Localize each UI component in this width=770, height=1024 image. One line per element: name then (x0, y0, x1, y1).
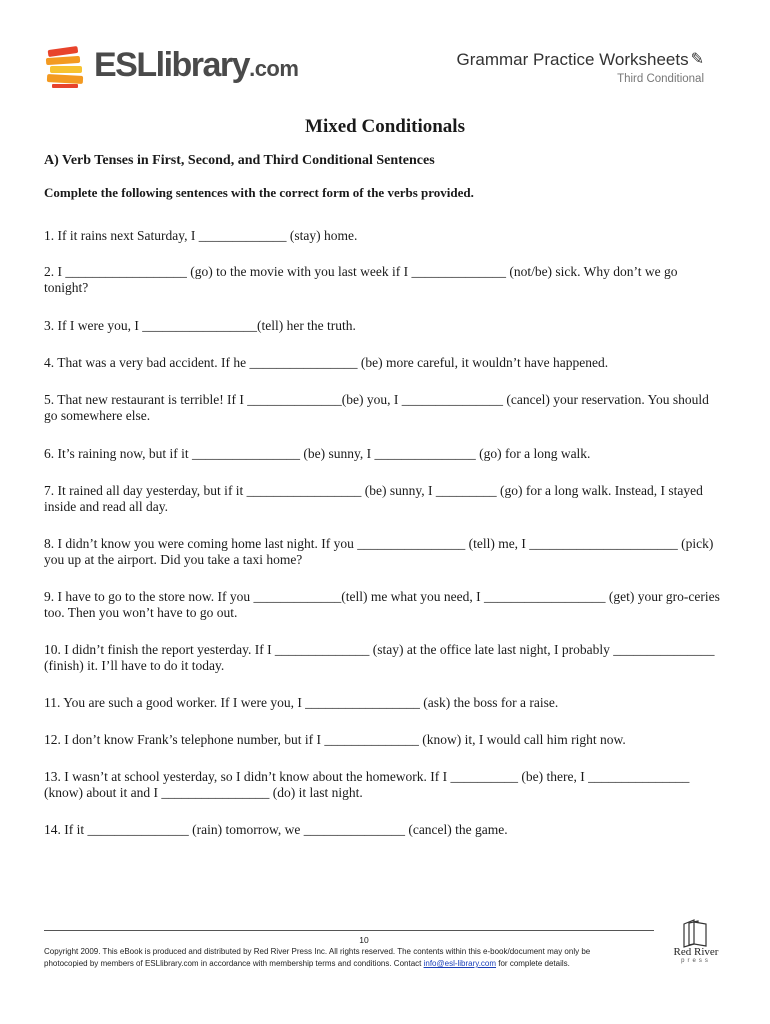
question-item: 7. It rained all day yesterday, but if it _________________ (be) sunny, I _________ (go) for a long walk. Instead, I stayed inside and read all day. (44, 483, 703, 514)
page-number: 10 (359, 935, 369, 945)
book-stack-icon (44, 44, 90, 90)
question-item: 4. That was a very bad accident. If he ________________ (be) more careful, it wouldn’t have happened. (44, 355, 609, 370)
question-item: 3. If I were you, I _________________(tell) her the truth. (44, 318, 356, 333)
question-item: 14. If it _______________ (rain) tomorrow, we _______________ (cancel) the game. (44, 822, 508, 837)
copyright-line-2 (44, 958, 664, 970)
publisher-name: Red River (673, 946, 719, 958)
worksheet-title: Mixed Conditionals (305, 116, 465, 137)
question-item: 9. I have to go to the store now. If you _____________(tell) me what you need, I __________________ (get) your gro-ceries too. Then you won’t have to go out. (44, 589, 720, 620)
open-book-icon (680, 918, 712, 948)
question-item: 10. I didn’t finish the report yesterday. If I ______________ (stay) at the office late last night, I probably _______________ (finish) it. I’ll have to do it today. (44, 642, 715, 673)
contact-email-link[interactable]: info@esl-library.com (423, 959, 497, 968)
copyright-notice (44, 946, 664, 970)
series-subtitle: Third Conditional (617, 73, 704, 85)
series-title-row (457, 50, 704, 70)
pencil-icon: ✎ (690, 51, 704, 68)
red-river-press-logo (666, 918, 726, 976)
question-item: 13. I wasn’t at school yesterday, so I didn’t know about the homework. If I __________ (be) there, I _______________ (know) about it and I ________________ (do) it last night. (44, 769, 690, 800)
section-heading: A) Verb Tenses in First, Second, and Third Conditional Sentences (44, 153, 435, 168)
copyright-line-2-prefix: photocopied by members of ESLlibrary.com in accordance with membership terms and conditions. Contact (44, 959, 424, 968)
logo-main-text: ESLlibrary (94, 46, 250, 84)
question-item: 1. If it rains next Saturday, I _____________ (stay) home. (44, 228, 358, 243)
logo-suffix-text: .com (249, 56, 299, 81)
logo-wordmark (94, 46, 298, 85)
question-item: 2. I __________________ (go) to the movie with you last week if I ______________ (not/be) sick. Why don’t we go tonight? (44, 264, 678, 295)
copyright-line-2-suffix: for complete details. (496, 959, 570, 968)
series-title: Grammar Practice Worksheets (456, 50, 689, 69)
footer-divider (44, 930, 654, 931)
question-item: 8. I didn’t know you were coming home last night. If you ________________ (tell) me, I ______________________ (pick) you up at the airport. Did you take a taxi home? (44, 536, 714, 567)
question-item: 5. That new restaurant is terrible! If I ______________(be) you, I _______________ (cancel) your reservation. You should go somewhere else. (44, 392, 709, 423)
publisher-subtitle: press (681, 958, 711, 964)
question-item: 12. I don’t know Frank’s telephone number, but if I ______________ (know) it, I would call him right now. (44, 732, 626, 747)
copyright-line-1: Copyright 2009. This eBook is produced and distributed by Red River Press Inc. All rights reserved. The contents within this e-book/document may only be (44, 947, 591, 956)
question-item: 6. It’s raining now, but if it ________________ (be) sunny, I _______________ (go) for a long walk. (44, 446, 591, 461)
series-header (457, 50, 704, 85)
instructions: Complete the following sentences with the correct form of the verbs provided. (44, 185, 474, 200)
question-item: 11. You are such a good worker. If I were you, I _________________ (ask) the boss for a raise. (44, 695, 559, 710)
esl-library-logo (44, 44, 299, 92)
